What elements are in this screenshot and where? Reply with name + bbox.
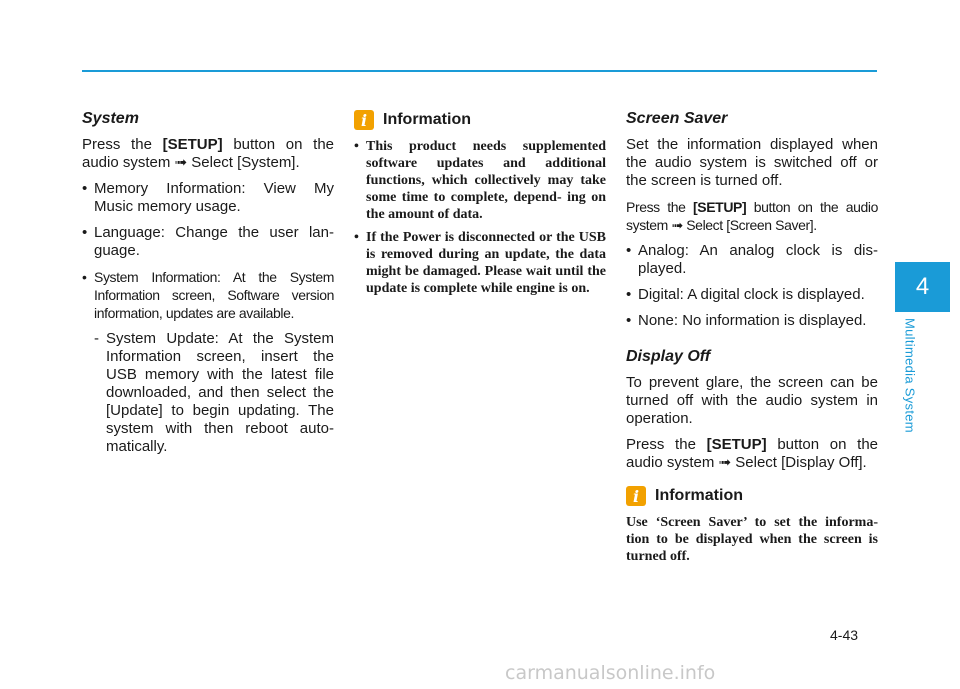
sub-item-system-update: - System Update: At the System Information screen, insert the USB memory with the latest file downloaded, and then select the [Update] to begin updating. The system with then reboot auto- matically.: [94, 330, 334, 455]
section-title-display-off: Display Off: [626, 348, 711, 365]
info-icon: i: [354, 110, 374, 130]
column-information: [354, 110, 606, 303]
screen-saver-bullet-list: [626, 242, 878, 330]
info-bullet-power: • If the Power is disconnected or the USB is removed during an update, the data might be damaged. Please wait until the update is complete while engine is on.: [354, 229, 606, 297]
screen-saver-desc: Set the information displayed when the audio system is switched off or the screen is turned off.: [626, 136, 878, 189]
section-title-screen-saver: Screen Saver: [626, 110, 728, 127]
bullet-system-information: • System Information: At the System Information screen, Software version information, updates are available.: [82, 268, 334, 322]
chapter-tab: 4: [895, 262, 950, 312]
info-heading: [354, 110, 606, 130]
setup-key-label: [SETUP]: [162, 136, 223, 153]
display-off-press: Press the [SETUP] button on the audio system ➟ Select [Display Off].: [626, 436, 878, 471]
info-icon: i: [626, 486, 646, 506]
page-number: 4-43: [830, 627, 859, 643]
column-system: [82, 110, 334, 464]
system-bullet-list: [82, 180, 334, 322]
info-title: Information: [383, 111, 471, 128]
bullet-language: • Language: Change the user lan- guage.: [82, 224, 334, 260]
info-bullet-list: [354, 138, 606, 297]
header-rule: [82, 70, 877, 72]
setup-key-label: [SETUP]: [693, 199, 747, 215]
watermark-logo: carmanualsonline.info: [505, 662, 716, 684]
chapter-label: Multimedia System: [902, 318, 918, 433]
info-text-screen-saver: Use ‘Screen Saver’ to set the informa- tion to be displayed when the screen is turned off.: [626, 515, 878, 564]
display-off-desc: To prevent glare, the screen can be turned off with the audio system in operation.: [626, 374, 878, 427]
bullet-none: • None: No information is displayed.: [626, 312, 878, 330]
column-screen-saver: [626, 110, 878, 565]
info-bullet-updates: • This product needs supplemented software updates and additional functions, which collectively may take some time to complete, depend- ing on the amount of data.: [354, 138, 606, 223]
info-title-2: Information: [655, 487, 743, 504]
system-intro: Press the [SETUP] button on the audio system ➟ Select [System].: [82, 136, 334, 171]
info-heading-2: [626, 486, 878, 506]
bullet-memory-information: • Memory Information: View My Music memory usage.: [82, 180, 334, 216]
setup-key-label: [SETUP]: [706, 436, 767, 453]
screen-saver-press: Press the [SETUP] button on the audio system ➟ Select [Screen Saver].: [626, 199, 878, 233]
bullet-digital: • Digital: A digital clock is displayed.: [626, 286, 878, 304]
section-title-system: System: [82, 110, 139, 127]
bullet-analog: • Analog: An analog clock is dis- played.: [626, 242, 878, 278]
